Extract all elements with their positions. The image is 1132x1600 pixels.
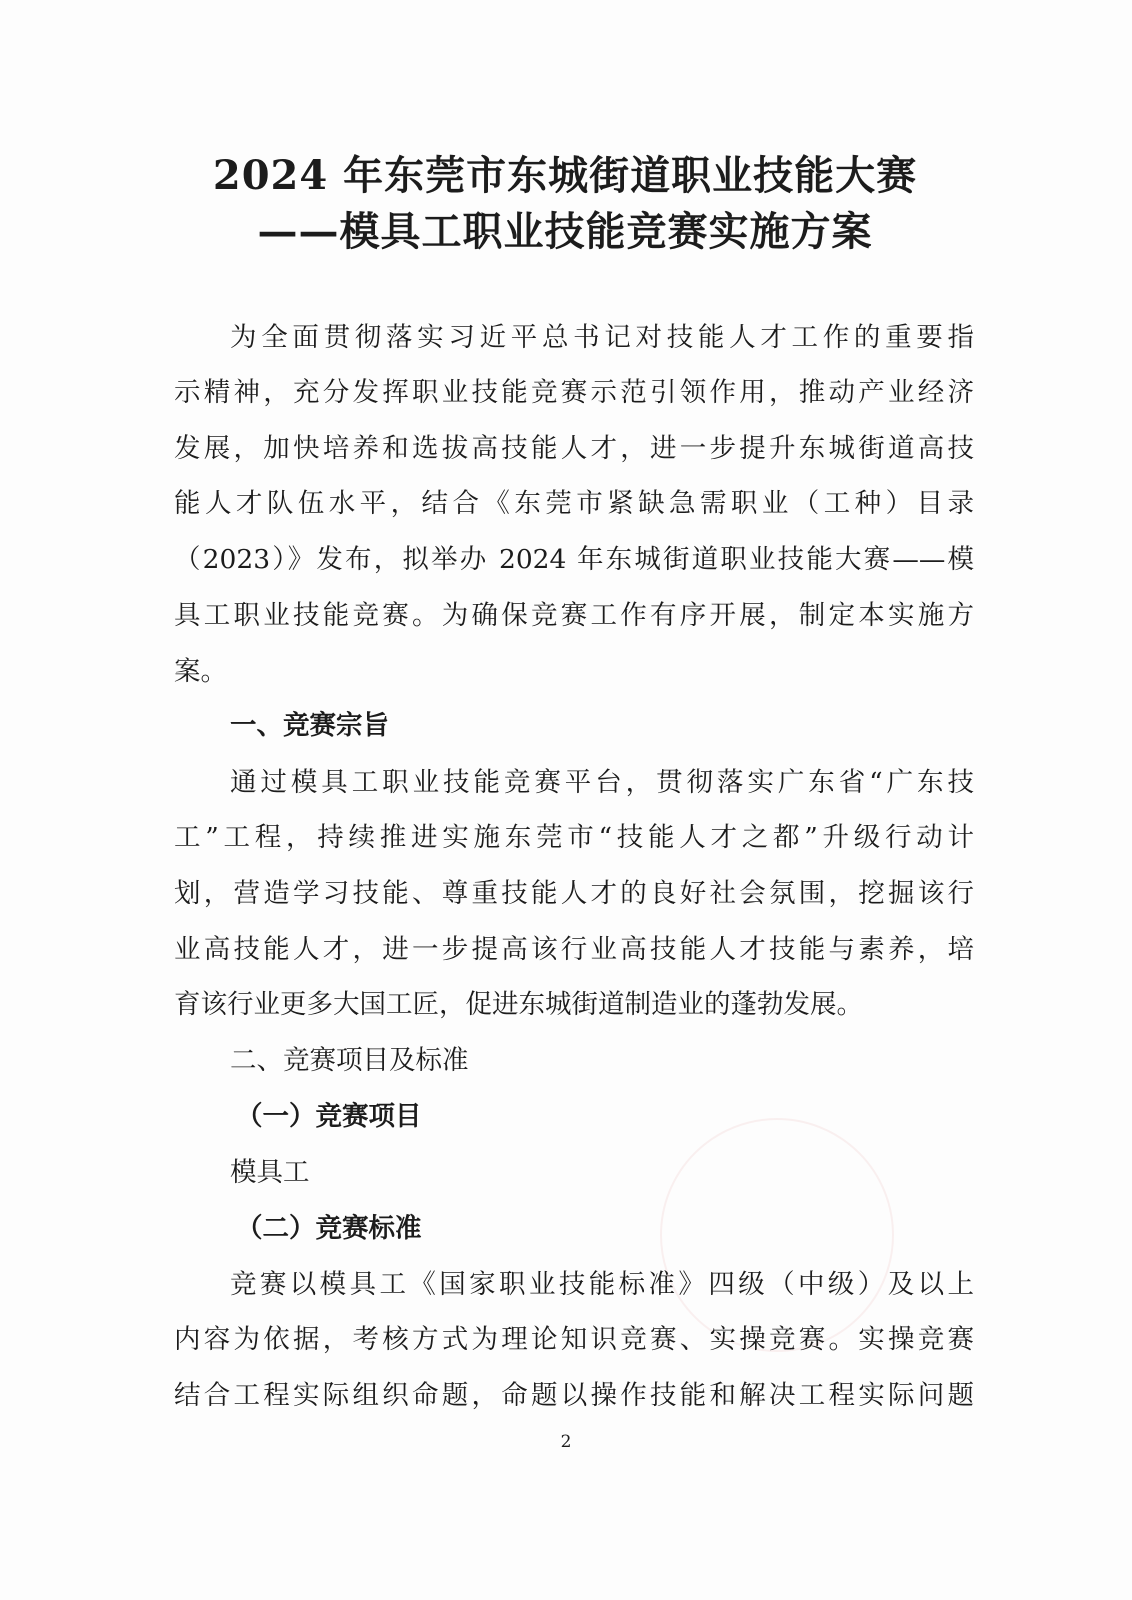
intro-line-3: 发展，加快培养和选拔高技能人才，进一步提升东城街道高技 (174, 433, 974, 464)
subsection-2-line-3: 结合工程实际组织命题，命题以操作技能和解决工程实际问题 (174, 1380, 974, 1411)
subsection-2-line-1: 竞赛以模具工《国家职业技能标准》四级（中级）及以上 (230, 1269, 974, 1300)
section-1-line-3: 划，营造学习技能、尊重技能人才的良好社会氛围，挖掘该行 (174, 878, 974, 909)
section-1-line-1: 通过模具工职业技能竞赛平台，贯彻落实广东省“广东技 (230, 767, 974, 798)
intro-line-7: 案。 (174, 656, 227, 687)
subsection-2-heading: （二）竞赛标准 (236, 1213, 422, 1244)
intro-line-2: 示精神，充分发挥职业技能竞赛示范引领作用，推动产业经济 (174, 377, 974, 408)
section-1-line-5: 育该行业更多大国工匠，促进东城街道制造业的蓬勃发展。 (174, 989, 863, 1020)
section-1-heading: 一、竞赛宗旨 (230, 710, 389, 741)
intro-line-4: 能人才队伍水平，结合《东莞市紧缺急需职业（工种）目录 (174, 488, 974, 519)
section-1-line-2: 工”工程，持续推进实施东莞市“技能人才之都”升级行动计 (174, 822, 974, 853)
faint-seal-stamp (660, 1118, 894, 1352)
intro-line-1: 为全面贯彻落实习近平总书记对技能人才工作的重要指 (230, 322, 974, 353)
subsection-1-body: 模具工 (230, 1157, 310, 1188)
section-2-heading: 二、竞赛项目及标准 (230, 1045, 469, 1076)
subsection-1-heading: （一）竞赛项目 (236, 1101, 422, 1132)
intro-line-5: （2023）》发布，拟举办 2024 年东城街道职业技能大赛——模 (174, 544, 974, 575)
document-title-line-1: 2024 年东莞市东城街道职业技能大赛 (212, 152, 918, 199)
section-1-line-4: 业高技能人才，进一步提高该行业高技能人才技能与素养，培 (174, 934, 974, 965)
document-title-line-2: ——模具工职业技能竞赛实施方案 (257, 208, 873, 255)
page-number: 2 (560, 1432, 572, 1452)
subsection-2-line-2: 内容为依据，考核方式为理论知识竞赛、实操竞赛。实操竞赛 (174, 1324, 974, 1355)
intro-line-6: 具工职业技能竞赛。为确保竞赛工作有序开展，制定本实施方 (174, 600, 974, 631)
